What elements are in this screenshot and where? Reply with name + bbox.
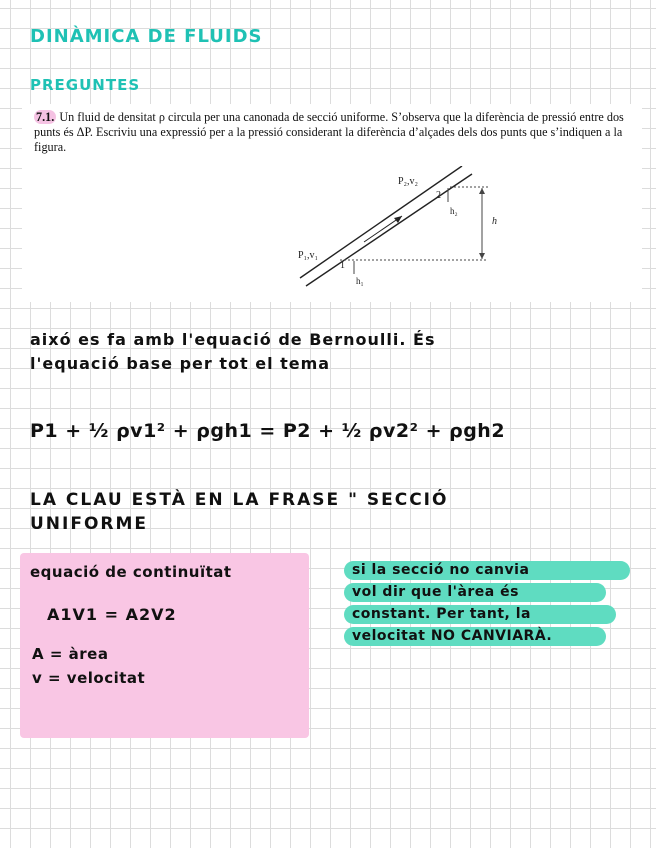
notes-title: DINÀMICA DE FLUIDS [30, 26, 263, 47]
continuity-box [20, 553, 309, 738]
key-note-line-2: UNIFORME [30, 514, 149, 534]
area-definition: A = àrea [32, 645, 109, 663]
pipe-wall-upper [300, 166, 462, 278]
label-point-1: 1 [340, 260, 345, 271]
label-point-2: 2 [436, 190, 441, 201]
label-h2: h₂ [450, 206, 458, 216]
problem-number: 7.1. [36, 110, 55, 124]
problem-text: Un fluid de densitat ρ circula per una canonada de secció uniforme. S’observa que la diferència de pressió entre dos punts és ΔP. Escriviu una expressió per a la pressió considerant la diferència d’alçades dels dos punts que s’indiquen a la figura. [34, 110, 624, 154]
problem-statement [22, 104, 642, 302]
pipe-figure [272, 166, 502, 296]
note-line-2: l'equació base per tot el tema [30, 354, 331, 373]
highlight-line-2: vol dir que l'àrea és [344, 583, 606, 602]
problem-text-block [34, 110, 634, 155]
highlight-line-4: velocitat NO CANVIARÀ. [344, 627, 606, 646]
bernoulli-equation: P1 + ½ ρv1² + ρgh1 = P2 + ½ ρv2² + ρgh2 [30, 420, 506, 442]
label-p1v1: P₁,v₁ [298, 250, 319, 261]
pipe-wall-lower [306, 174, 472, 286]
label-h1: h₁ [356, 276, 364, 286]
label-p2v2: P₂,v₂ [398, 176, 419, 187]
continuity-equation: A1V1 = A2V2 [47, 605, 177, 624]
label-h: h [492, 216, 497, 227]
highlight-line-1: si la secció no canvia [344, 561, 630, 580]
velocity-definition: v = velocitat [32, 669, 146, 687]
note-line-1: aixó es fa amb l'equació de Bernoulli. És [30, 330, 436, 349]
section-heading: PREGUNTES [30, 76, 141, 94]
highlight-line-3: constant. Per tant, la [344, 605, 616, 624]
key-note-line-1: LA CLAU ESTÀ EN LA FRASE " SECCIÓ [30, 490, 449, 510]
continuity-title: equació de continuïtat [30, 563, 232, 581]
